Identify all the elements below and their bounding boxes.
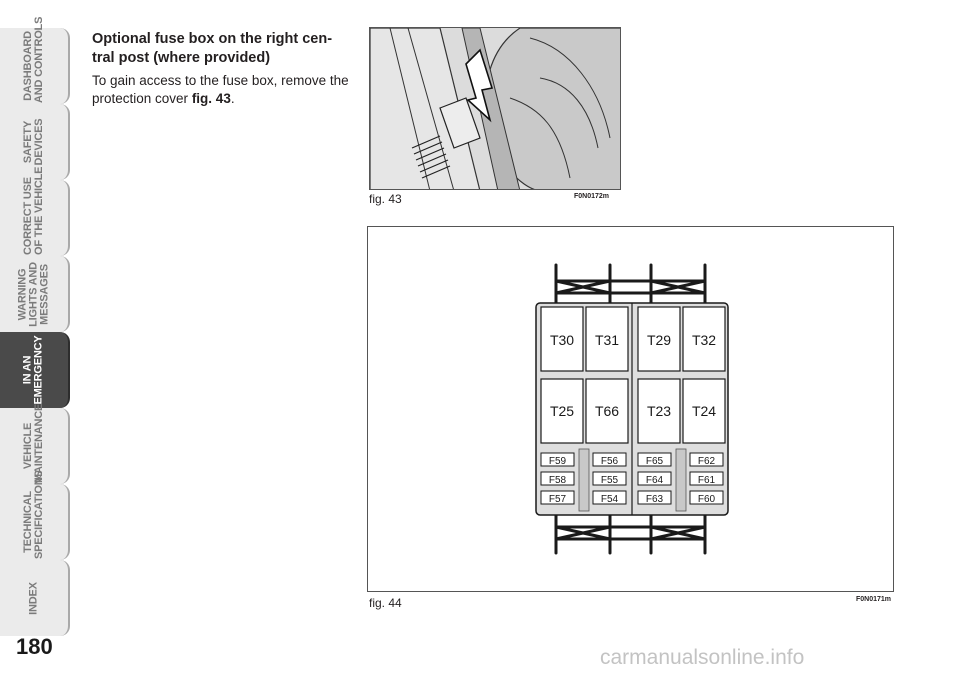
- fuse-label: F65: [645, 456, 664, 467]
- fuse-label: F63: [645, 494, 664, 505]
- section-heading: Optional fuse box on the right cen- tral post (where provided): [92, 31, 333, 66]
- tab-label: CORRECT USE OF THE VEHICLE: [22, 166, 45, 255]
- fuse-label: F56: [600, 456, 619, 467]
- fuse-label: T29: [646, 332, 672, 348]
- body-paragraph: To gain access to the fuse box, remove the protection cover fig. 43.: [92, 73, 349, 106]
- tab-technical-specifications[interactable]: [0, 470, 70, 560]
- figure-44-fuse-box: [367, 226, 894, 592]
- tab-label: SAFETY DEVICES: [22, 118, 45, 166]
- fuse-label: T24: [691, 403, 717, 419]
- fuse-label: T25: [549, 403, 575, 419]
- tab-index[interactable]: [0, 560, 70, 636]
- fuse-label: F55: [600, 475, 619, 486]
- page-number: 180: [16, 634, 53, 659]
- tab-label: WARNING LIGHTS AND MESSAGES: [16, 261, 51, 327]
- figure-43-illustration: [369, 27, 621, 190]
- tab-in-an-emergency[interactable]: [0, 332, 70, 408]
- figure-44-code: F0N0171m: [856, 596, 892, 603]
- fuse-label: F59: [548, 456, 567, 467]
- figure-43-code: F0N0172m: [574, 193, 610, 200]
- fuse-box-diagram: [368, 227, 894, 592]
- figure-43-caption: fig. 43: [369, 192, 402, 206]
- tab-correct-use[interactable]: [0, 166, 70, 256]
- tab-label: TECHNICAL SPECIFICATIONS: [22, 470, 45, 559]
- figure-44-caption: fig. 44: [369, 596, 402, 610]
- fuse-label: F62: [697, 456, 716, 467]
- tab-label: INDEX: [27, 581, 40, 615]
- tab-label: DASHBOARD AND CONTROLS: [22, 16, 45, 103]
- figure-reference: fig. 43: [191, 91, 231, 106]
- fuse-label: T23: [646, 403, 672, 419]
- fuse-label: F61: [697, 475, 716, 486]
- tab-dashboard-and-controls[interactable]: [0, 16, 70, 104]
- chapter-tab-rail: [0, 16, 72, 628]
- fuse-label: F54: [600, 494, 619, 505]
- fuse-label: T30: [549, 332, 575, 348]
- fuse-label: T66: [594, 403, 620, 419]
- tab-warning-lights[interactable]: [0, 256, 70, 332]
- fuse-label: F57: [548, 494, 567, 505]
- fuse-label: F64: [645, 475, 664, 486]
- central-post-drawing: [370, 28, 621, 190]
- fuse-label: T31: [594, 332, 620, 348]
- watermark: carmanualsonline.info: [600, 646, 805, 669]
- tab-label: VEHICLE MAINTENANCE: [22, 403, 45, 483]
- fuse-label: T32: [691, 332, 717, 348]
- fuse-label: F60: [697, 494, 716, 505]
- fuse-label: F58: [548, 475, 567, 486]
- tab-label: IN AN EMERGENCY: [22, 335, 46, 405]
